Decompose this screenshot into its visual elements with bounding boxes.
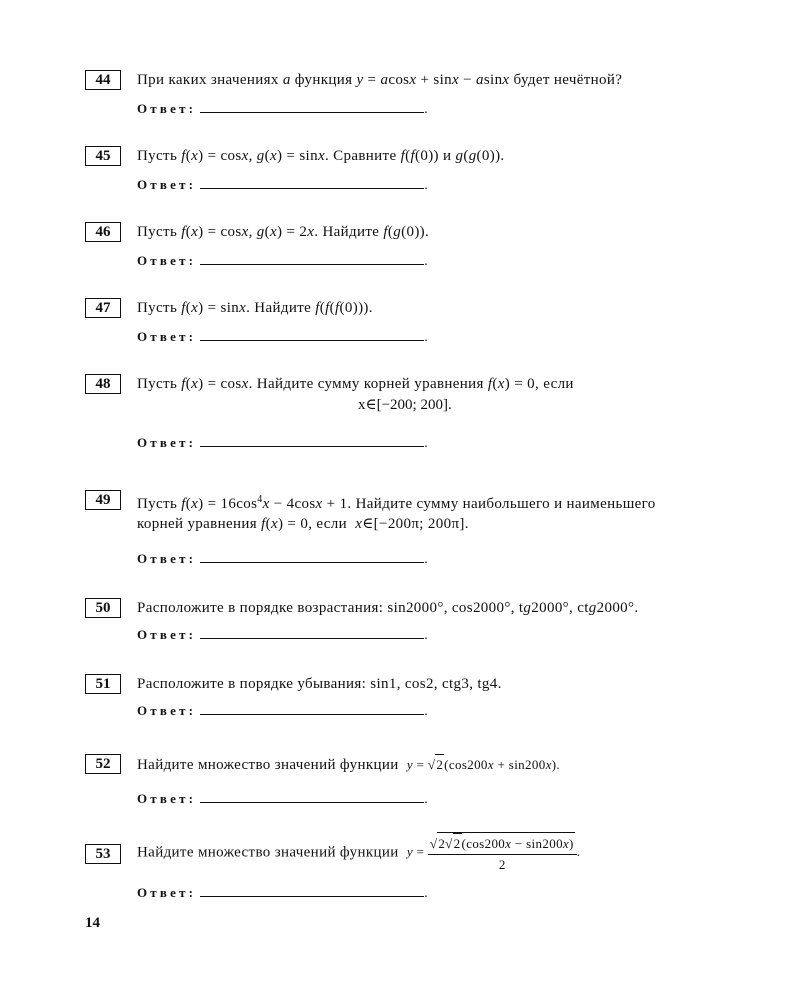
answer-label: Ответ:	[137, 177, 197, 192]
answer-label: Ответ:	[137, 253, 197, 268]
problem-text: Найдите множество значений функции y = √2(cos200x + sin200x).	[137, 754, 560, 775]
answer-row: Ответ: .	[137, 101, 428, 117]
problem-number: 47	[85, 298, 121, 318]
problem-number: 48	[85, 374, 121, 394]
answer-row: Ответ: .	[137, 435, 428, 451]
problem-number: 46	[85, 222, 121, 242]
answer-line[interactable]	[200, 100, 424, 113]
answer-label: Ответ:	[137, 435, 197, 450]
problem-number: 52	[85, 754, 121, 774]
answer-row: Ответ: .	[137, 253, 428, 269]
answer-label: Ответ:	[137, 791, 197, 806]
problem-text: Расположите в порядке убывания: sin1, cos2, ctg3, tg4.	[137, 676, 502, 692]
answer-row: Ответ: .	[137, 551, 428, 567]
problem-text: Расположите в порядке возрастания: sin2000°, cos2000°, tg2000°, ctg2000°.	[137, 600, 639, 616]
problem-number: 49	[85, 490, 121, 510]
problem-text: Пусть $f(x) = 16\cos^4x - 4\cos x + 1$. Найдите сумму наибольшего и наименьшего корней уравнения f(x) = 0, если x∈[−200π; 200π].	[137, 494, 656, 532]
problem-condition: x∈[−200; 200].	[358, 397, 452, 413]
problem-text: Пусть f(x) = sinx. Найдите f(f(f(0))).	[137, 300, 373, 316]
answer-line[interactable]	[200, 328, 424, 341]
problem-number: 44	[85, 70, 121, 90]
problem-number: 51	[85, 674, 121, 694]
answer-label: Ответ:	[137, 551, 197, 566]
answer-line[interactable]	[200, 434, 424, 447]
answer-row: Ответ: .	[137, 177, 428, 193]
problem-text: Найдите множество значений функции y = $\frac{√2√2(\cos 200x - \sin 200x)}{2}$ .	[137, 832, 580, 875]
answer-label: Ответ:	[137, 627, 197, 642]
answer-row: Ответ: .	[137, 329, 428, 345]
answer-label: Ответ:	[137, 703, 197, 718]
problem-text: При каких значениях a функция y = acosx + sinx − asinx будет нечётной?	[137, 72, 623, 88]
answer-line[interactable]	[200, 176, 424, 189]
answer-row: Ответ: .	[137, 791, 428, 807]
answer-line[interactable]	[200, 626, 424, 639]
problem-number: 53	[85, 844, 121, 864]
problem-number: 50	[85, 598, 121, 618]
answer-line[interactable]	[200, 702, 424, 715]
problem-text: Пусть f(x) = cosx, g(x) = sinx. Сравните f(f(0)) и g(g(0)).	[137, 148, 505, 164]
answer-row: Ответ: .	[137, 627, 428, 643]
answer-line[interactable]	[200, 790, 424, 803]
problem-number: 45	[85, 146, 121, 166]
answer-row: Ответ: .	[137, 885, 428, 901]
problem-text: Пусть f(x) = cosx. Найдите сумму корней уравнения f(x) = 0, если	[137, 376, 574, 392]
answer-label: Ответ:	[137, 885, 197, 900]
answer-row: Ответ: .	[137, 703, 428, 719]
answer-label: Ответ:	[137, 101, 197, 116]
answer-line[interactable]	[200, 550, 424, 563]
answer-line[interactable]	[200, 884, 424, 897]
problem-text: Пусть f(x) = cosx, g(x) = 2x. Найдите f(g(0)).	[137, 224, 430, 240]
answer-label: Ответ:	[137, 329, 197, 344]
answer-line[interactable]	[200, 252, 424, 265]
page-number: 14	[85, 915, 100, 931]
